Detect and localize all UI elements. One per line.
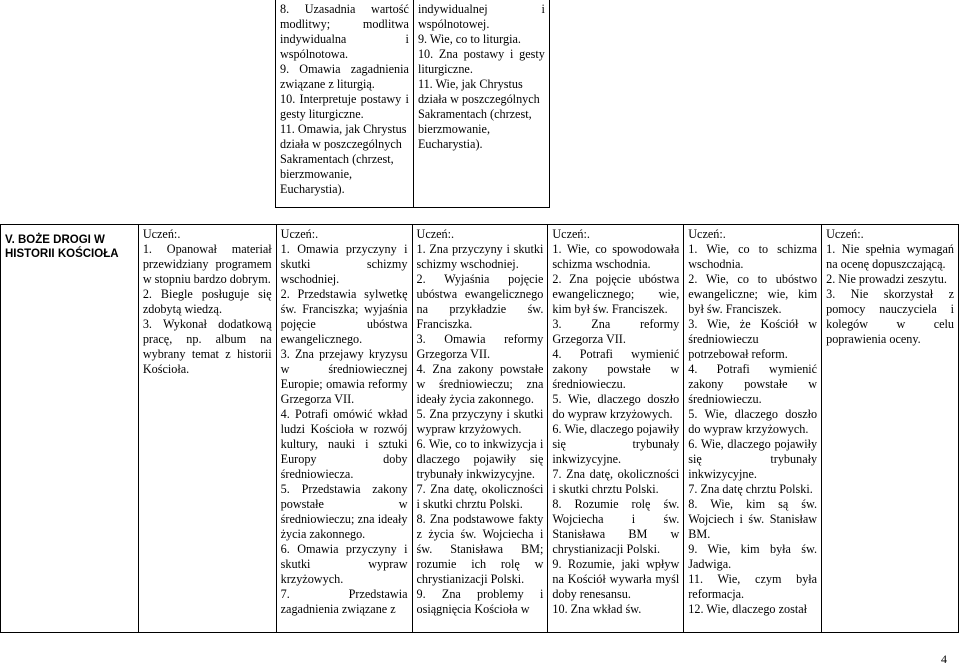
list-item: 11. Omawia, jak Chrystus działa w poszczególnych Sakramentach (chrzest, bierzmowanie, Eucharystia). [280, 122, 407, 196]
top-cell-1 [276, 0, 414, 208]
list-item: 6. Wie, dlaczego pojawiły się trybunały inkwizycyjne. [552, 422, 680, 466]
grade-column-3 [548, 225, 684, 633]
section-title: V. BOŻE DROGI W HISTORII KOŚCIOŁA [1, 225, 139, 633]
top-continuation-table [275, 0, 959, 208]
list-item: 2. Nie prowadzi zeszytu. [826, 272, 947, 286]
list-item: 11. Wie, czym była reformacja. [688, 572, 818, 601]
column-header: Uczeń:. [280, 227, 319, 241]
list-item: 10. Interpretuje postawy i gesty liturgiczne. [280, 92, 409, 121]
list-item: 9. Zna problemy i osiągnięcia Kościoła w [416, 587, 544, 616]
list-item: 10. Zna postawy i gesty liturgiczne. [417, 47, 545, 76]
list-item: 1. Zna przyczyny i skutki schizmy wschodniej. [416, 242, 544, 271]
list-item: 7. Przedstawia zagadnienia związane z [280, 587, 408, 616]
list-item: 11. Wie, jak Chrystus działa w poszczególnych Sakramentach (chrzest, bierzmowanie, Eucharystia). [417, 77, 540, 151]
page-number: 4 [941, 652, 947, 666]
list-item: 2. Wyjaśnia pojęcie ubóstwa ewangelicznego na przykładzie św. Franciszka. [416, 272, 544, 331]
column-header: Uczeń:. [142, 227, 181, 241]
list-item: 9. Wie, kim była św. Jadwiga. [688, 542, 818, 571]
list-item: 3. Zna reformy Grzegorza VII. [552, 317, 680, 346]
list-item: 9. Wie, co to liturgia. [417, 32, 521, 46]
list-item: 5. Zna przyczyny i skutki wypraw krzyżowych. [416, 407, 544, 436]
list-item: 6. Wie, co to inkwizycja i dlaczego pojawiły się trybunały inkwizycyjne. [416, 437, 544, 481]
list-item: 4. Zna zakony powstałe w średniowieczu; zna ideały życia zakonnego. [416, 362, 544, 406]
list-item: 7. Zna datę chrztu Polski. [688, 482, 813, 496]
list-item: 3. Omawia reformy Grzegorza VII. [416, 332, 544, 361]
list-item: 5. Wie, dlaczego doszło do wypraw krzyżowych. [552, 392, 680, 421]
list-item: 1. Wie, co spowodowała schizma wschodnia. [552, 242, 680, 271]
list-item: 5. Wie, dlaczego doszło do wypraw krzyżowych. [688, 407, 818, 436]
column-header: Uczeń:. [416, 227, 455, 241]
list-item: indywidualnej i wspólnotowej. [417, 2, 545, 31]
list-item: 2. Przedstawia sylwetkę św. Franciszka; wyjaśnia pojęcie ubóstwa ewangelicznego. [280, 287, 408, 346]
list-item: 7. Zna datę, okoliczności i skutki chrztu Polski. [416, 482, 544, 511]
list-item: 2. Wie, co to ubóstwo ewangeliczne; wie, kim był św. Franciszek. [688, 272, 818, 316]
list-item: 6. Wie, dlaczego pojawiły się trybunały inkwizycyjne. [688, 437, 818, 481]
column-header: Uczeń:. [826, 227, 864, 241]
list-item: 3. Wykonał dodatkową pracę, np. album na wybrany temat z historii Kościoła. [142, 317, 272, 376]
grade-column-2 [684, 225, 822, 633]
list-item: 1. Omawia przyczyny i skutki schizmy wschodniej. [280, 242, 408, 286]
list-item: 1. Opanował materiał przewidziany programem w stopniu bardzo dobrym. [142, 242, 272, 286]
grade-column-4 [412, 225, 548, 633]
list-item: 4. Potrafi omówić wkład ludzi Kościoła w rozwój kultury, nauki i sztuki Europy doby średniowiecza. [280, 407, 408, 481]
grade-column-5 [276, 225, 412, 633]
column-header: Uczeń:. [552, 227, 590, 241]
top-cell-empty [549, 0, 959, 208]
list-item: 2. Zna pojęcie ubóstwa ewangelicznego; wie, kim był św. Franciszek. [552, 272, 680, 316]
list-item: 9. Omawia zagadnienia związane z liturgią. [280, 62, 409, 91]
top-cell-2 [413, 0, 549, 208]
list-item: 10. Zna wkład św. [552, 602, 642, 616]
list-item: 12. Wie, dlaczego został [688, 602, 807, 616]
grade-column-6 [138, 225, 276, 633]
grading-table [0, 224, 959, 633]
list-item: 2. Biegle posługuje się zdobytą wiedzą. [142, 287, 272, 316]
list-item: 3. Wie, że Kościół w średniowieczu potrzebował reform. [688, 317, 818, 361]
list-item: 1. Wie, co to schizma wschodnia. [688, 242, 818, 271]
list-item: 4. Potrafi wymienić zakony powstałe w średniowieczu. [688, 362, 818, 406]
list-item: 8. Uzasadnia wartość modlitwy; modlitwa indywidualna i wspólnotowa. [280, 2, 409, 61]
list-item: 9. Rozumie, jaki wpływ na Kościół wywarła myśl doby renesansu. [552, 557, 680, 601]
list-item: 1. Nie spełnia wymagań na ocenę dopuszczającą. [826, 242, 954, 271]
list-item: 6. Omawia przyczyny i skutki wypraw krzyżowych. [280, 542, 408, 586]
list-item: 7. Zna datę, okoliczności i skutki chrztu Polski. [552, 467, 680, 496]
list-item: 3. Nie skorzystał z pomocy nauczyciela i kolegów w celu poprawienia oceny. [826, 287, 954, 346]
list-item: 8. Zna podstawowe fakty z życia św. Wojciecha i św. Stanisława BM; rozumie ich rolę w chrystianizacji Polski. [416, 512, 544, 586]
list-item: 3. Zna przejawy kryzysu w średniowiecznej Europie; omawia reformy Grzegorza VII. [280, 347, 408, 406]
list-item: 5. Przedstawia zakony powstałe w średniowieczu; zna ideały życia zakonnego. [280, 482, 408, 541]
list-item: 8. Wie, kim są św. Wojciech i św. Stanisław BM. [688, 497, 818, 541]
grade-column-1 [822, 225, 959, 633]
list-item: 8. Rozumie rolę św. Wojciecha i św. Stanisława BM w chrystianizacji Polski. [552, 497, 680, 556]
column-header: Uczeń:. [688, 227, 726, 241]
list-item: 4. Potrafi wymienić zakony powstałe w średniowieczu. [552, 347, 680, 391]
